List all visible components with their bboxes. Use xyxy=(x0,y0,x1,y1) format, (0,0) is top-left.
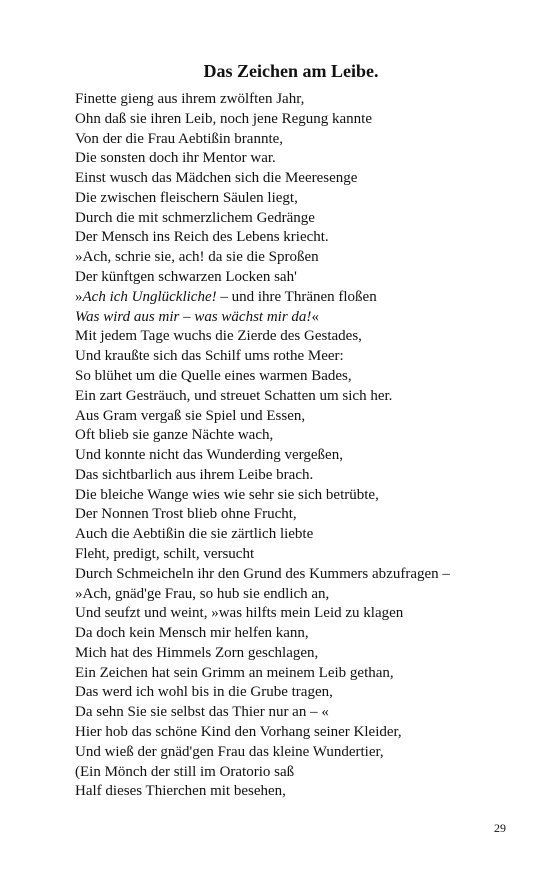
poem-line xyxy=(75,130,450,150)
poem-line xyxy=(75,288,450,308)
poem-line xyxy=(75,624,450,644)
poem-line xyxy=(75,446,450,466)
poem-line-segment: Das sichtbarlich aus ihrem Leibe brach. xyxy=(75,466,314,483)
poem-line xyxy=(75,209,450,229)
poem-line-italic-segment: Ach ich Unglückliche! xyxy=(82,288,217,305)
poem-line-segment: Oft blieb sie ganze Nächte wach, xyxy=(75,427,274,444)
poem-line-segment: Und konnte nicht das Wunderding vergeßen, xyxy=(75,447,343,464)
poem-line-segment: Ein zart Gesträuch, und streuet Schatten um sich her. xyxy=(75,387,393,404)
poem-line-segment: Von der die Frau Aebtißin brannte, xyxy=(75,130,284,147)
poem-line xyxy=(75,505,450,525)
poem-body xyxy=(75,90,450,802)
poem-line-segment: » xyxy=(75,288,83,305)
poem-line-segment: Die sonsten doch ihr Mentor war. xyxy=(75,150,276,167)
poem-line xyxy=(75,90,450,110)
poem-line xyxy=(75,110,450,130)
poem-line xyxy=(75,189,450,209)
poem-line-segment: – und ihre Thränen floßen xyxy=(216,288,377,305)
poem-line xyxy=(75,407,450,427)
poem-line-segment: Mich hat des Himmels Zorn geschlagen, xyxy=(75,644,319,661)
poem-line-segment: Der Mensch ins Reich des Lebens kriecht. xyxy=(75,229,329,246)
poem-line-segment: Durch die mit schmerzlichem Gedränge xyxy=(75,209,315,226)
poem-line-segment: Und kraußte sich das Schilf ums rothe Meer: xyxy=(75,348,344,365)
poem-line xyxy=(75,525,450,545)
poem-line xyxy=(75,664,450,684)
poem-line-segment: Die bleiche Wange wies wie sehr sie sich betrübte, xyxy=(75,486,379,503)
poem-line-segment: Ohn daß sie ihren Leib, noch jene Regung kannte xyxy=(75,110,372,127)
poem-line-segment: Der Nonnen Trost blieb ohne Frucht, xyxy=(75,506,297,523)
poem-line xyxy=(75,782,450,802)
poem-line xyxy=(75,466,450,486)
poem-line xyxy=(75,387,450,407)
poem-line xyxy=(75,367,450,387)
poem-title: Das Zeichen am Leibe. xyxy=(203,61,379,81)
poem-line-segment: Fleht, predigt, schilt, versucht xyxy=(75,545,255,562)
poem-line xyxy=(75,268,450,288)
poem-line xyxy=(75,149,450,169)
poem-line-segment: Aus Gram vergaß sie Spiel und Essen, xyxy=(75,407,306,424)
poem-line-segment: Hier hob das schöne Kind den Vorhang seiner Kleider, xyxy=(75,724,402,740)
poem-line xyxy=(75,683,450,703)
poem-line xyxy=(75,763,450,783)
poem-line-segment: Ein Zeichen hat sein Grimm an meinem Leib gethan, xyxy=(75,664,394,681)
poem-line-segment: Einst wusch das Mädchen sich die Meeresenge xyxy=(75,170,358,187)
poem-line-segment: Mit jedem Tage wuchs die Zierde des Gestades, xyxy=(75,328,362,345)
poem-line-segment: « xyxy=(311,308,319,325)
poem-line-segment: Und wieß der gnäd'gen Frau das kleine Wundertier, xyxy=(75,743,384,760)
poem-line-segment: Auch die Aebtißin die sie zärtlich liebte xyxy=(75,526,314,543)
poem-line-segment: Das werd ich wohl bis in die Grube tragen, xyxy=(75,684,333,701)
poem-line xyxy=(75,545,450,565)
poem-line-italic-segment: Was wird aus mir – was wächst mir da! xyxy=(75,308,312,325)
poem-line-segment: Da doch kein Mensch mir helfen kann, xyxy=(75,625,309,642)
poem-line-segment: Finette gieng aus ihrem zwölften Jahr, xyxy=(75,91,305,107)
page-number: 29 xyxy=(494,821,506,835)
poem-line xyxy=(75,248,450,268)
poem-line xyxy=(75,703,450,723)
poem-line-segment: »Ach, gnäd'ge Frau, so hub sie endlich an, xyxy=(75,585,330,602)
poem-line xyxy=(75,486,450,506)
poem-line-segment: Half dieses Thierchen mit besehen, xyxy=(75,783,286,800)
poem-line xyxy=(75,743,450,763)
poem-line xyxy=(75,228,450,248)
poem-line-segment: Der künftgen schwarzen Locken sah' xyxy=(75,269,297,286)
poem-line-segment: »Ach, schrie sie, ach! da sie die Sproßen xyxy=(75,249,319,266)
poem-line xyxy=(75,308,450,328)
poem-line-segment: So blühet um die Quelle eines warmen Bades, xyxy=(75,367,352,384)
poem-line xyxy=(75,347,450,367)
poem-line xyxy=(75,426,450,446)
poem-line xyxy=(75,585,450,605)
poem-line xyxy=(75,604,450,624)
poem-line xyxy=(75,565,450,585)
poem-line xyxy=(75,169,450,189)
poem-line-segment: Durch Schmeicheln ihr den Grund des Kummers abzufragen – xyxy=(75,565,450,582)
poem-line xyxy=(75,327,450,347)
poem-line xyxy=(75,644,450,664)
poem-line-segment: Da sehn Sie sie selbst das Thier nur an – « xyxy=(75,704,329,721)
poem-line-segment: Und seufzt und weint, »was hilfts mein Leid zu klagen xyxy=(75,605,404,622)
poem-line-segment: Die zwischen fleischern Säulen liegt, xyxy=(75,189,298,206)
poem-line xyxy=(75,723,450,743)
poem-line-segment: (Ein Mönch der still im Oratorio saß xyxy=(75,763,295,780)
